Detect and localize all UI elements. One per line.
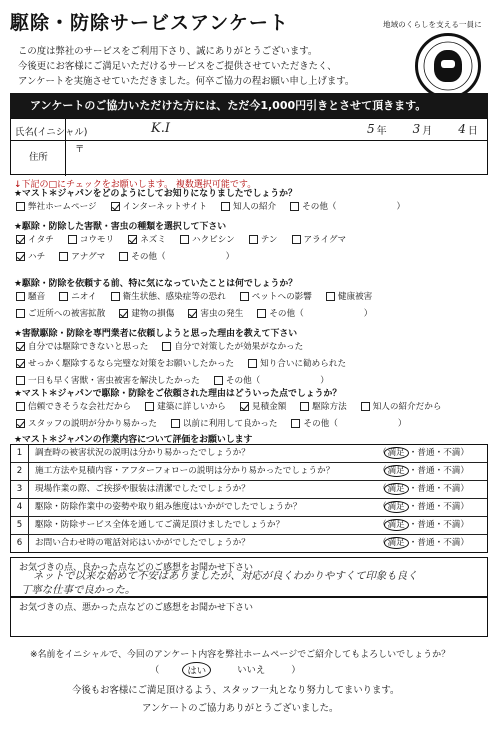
yes-option[interactable]: はい (182, 662, 211, 678)
checkbox-option[interactable] (16, 400, 131, 412)
question-heading: ★駆除・防除した害獣・害虫の種類を選択して下さい (14, 222, 227, 232)
checkbox-icon[interactable] (68, 235, 77, 244)
option-label: せっかく駆除するなら完璧な対策をお願いしたかった (28, 359, 235, 369)
checkbox-icon[interactable] (59, 292, 68, 301)
month-value: 3 (412, 122, 421, 136)
evaluation-row (11, 499, 487, 517)
rating-dissatisfied[interactable]: 不満 (443, 484, 461, 494)
checkbox-icon[interactable] (16, 309, 25, 318)
checked-box-icon[interactable] (16, 342, 25, 351)
question-heading: ★駆除・防除を依頼する前、特に気になっていたことは何でしょうか？ (14, 279, 298, 289)
checkbox-icon[interactable] (16, 376, 25, 385)
checkbox-icon[interactable] (291, 419, 300, 428)
postal-mark[interactable]: 〒 (75, 144, 85, 155)
checkbox-icon[interactable] (16, 402, 25, 411)
good-comments-label: お気づきの点、良かった点などのご感想をお聞かせ下さい (19, 563, 254, 573)
row-number: 1 (11, 445, 29, 462)
evaluation-row (11, 517, 487, 535)
checkbox-option[interactable] (16, 250, 45, 262)
month-unit: 月 (422, 126, 433, 137)
rating-satisfied[interactable]: 満足 (384, 483, 409, 495)
rating-neutral[interactable]: 普通 (417, 520, 435, 530)
option-row (16, 200, 419, 212)
row-number: 5 (11, 517, 29, 534)
option-label: インターネットサイト (122, 202, 208, 212)
rating-dissatisfied[interactable]: 不満 (443, 466, 461, 476)
customer-form (10, 118, 488, 175)
rating-dissatisfied[interactable]: 不満 (443, 448, 461, 458)
rating-scale: （満足 ・普通・不満） (377, 538, 469, 548)
day-unit: 日 (467, 126, 478, 137)
option-label: 害虫の発生 (200, 309, 244, 319)
question-heading: ★害獣駆除・防除を専門業者に依頼しようと思った理由を教えて下さい (14, 329, 298, 339)
checkbox-option[interactable] (162, 340, 303, 352)
checkbox-option[interactable] (214, 374, 329, 386)
check-instruction: ↓下記の□にチェックをお願いします。 複数選択可能です。 (14, 180, 257, 190)
evaluation-row (11, 463, 487, 481)
option-label: スタッフの説明が分かり易かった (28, 419, 157, 429)
rating-neutral[interactable]: 普通 (417, 502, 435, 512)
rating-scale: （満足 ・普通・不満） (377, 448, 469, 458)
checkbox-icon[interactable] (361, 402, 370, 411)
option-row (16, 250, 248, 262)
rating-neutral[interactable]: 普通 (417, 538, 435, 548)
checkbox-option[interactable] (180, 233, 235, 245)
checkbox-option[interactable] (119, 250, 234, 262)
option-row (16, 233, 360, 245)
option-label: 健康被害 (337, 292, 373, 302)
intro-line: アンケートを実施させていただきました。何卒ご協力の程お願い申し上げます。 (18, 76, 355, 87)
other-close-paren: ） (363, 309, 373, 319)
option-label: 自分で対策したが効果がなかった (174, 342, 304, 352)
bad-comments-box (10, 597, 488, 637)
checkbox-option[interactable] (16, 233, 54, 245)
good-comments-box (10, 557, 488, 597)
option-label: アライグマ (303, 235, 347, 245)
rating-dissatisfied[interactable]: 不満 (443, 538, 461, 548)
other-close-paren: ） (396, 202, 406, 212)
good-comments-line-2[interactable]: 丁寧な仕事で良かった。 (21, 584, 136, 596)
evaluation-question: 調査時の被害状況の説明は分かり易かったでしょうか？ (35, 448, 250, 458)
checkbox-option[interactable] (300, 400, 346, 412)
checkbox-option[interactable] (16, 200, 97, 212)
other-close-paren: ） (225, 252, 235, 262)
option-label: 知人の紹介だから (372, 402, 442, 412)
intro-line: 今後更にお客様にご満足いただけるサービスをご提供させていただきたく、 (18, 61, 337, 72)
checkbox-icon[interactable] (249, 235, 258, 244)
option-label: 衛生状態、感染症等の恐れ (122, 292, 226, 302)
row-number: 6 (11, 535, 29, 552)
evaluation-question: 駆除・防除サービス全体を通してご満足頂けましたでしょうか？ (35, 520, 285, 530)
era-year-value: 5 (367, 122, 375, 136)
rating-scale: （満足 ・普通・不満） (377, 484, 469, 494)
checked-box-icon[interactable] (16, 252, 25, 261)
bad-comments-label: お気づきの点、悪かった点などのご感想をお聞かせ下さい (19, 603, 254, 613)
checked-box-icon[interactable] (16, 419, 25, 428)
option-row (16, 374, 343, 386)
evaluation-table (10, 444, 488, 553)
rating-scale: （満足 ・普通・不満） (377, 520, 469, 530)
option-label: ペットへの影響 (251, 292, 312, 302)
option-label: ハクビシン (191, 235, 235, 245)
option-label: ニオイ (71, 292, 97, 302)
publish-answer (150, 662, 301, 678)
option-label: 一日も早く害獣・害虫被害を解決したかった (28, 376, 200, 386)
option-label: 自分では駆除できないと思った (28, 342, 149, 352)
evaluation-question: 駆除・防除作業中の姿勢や取り組み態度はいかがでしたでしょうか？ (35, 502, 302, 512)
other-close-paren: ） (397, 419, 407, 429)
rating-satisfied[interactable]: 満足 (384, 501, 409, 513)
good-comments-line-1[interactable]: ネットで以来な始めて不安はありましたが、対応が良くわかりやすくて印象も良く (33, 570, 418, 582)
checkbox-icon[interactable] (162, 342, 171, 351)
option-row (16, 417, 420, 429)
rating-satisfied[interactable]: 満足 (384, 447, 409, 459)
checked-box-icon[interactable] (128, 235, 137, 244)
address-label: 住所 (29, 152, 48, 163)
option-row (16, 400, 455, 412)
checkbox-option[interactable] (59, 290, 96, 302)
other-close-paren: ） (320, 376, 329, 386)
checkbox-icon[interactable] (180, 235, 189, 244)
option-label: 知人の紹介 (233, 202, 277, 212)
checkbox-option[interactable] (171, 417, 278, 429)
option-label: 信頼できそうな会社だから (28, 402, 132, 412)
option-row (16, 290, 386, 302)
evaluation-heading: ★マスト＊ジャパンの作業内容について評価をお願いします (14, 435, 253, 445)
option-label: その他（ (269, 309, 304, 319)
checkbox-option[interactable] (128, 233, 166, 245)
checkbox-icon[interactable] (300, 402, 309, 411)
checkbox-option[interactable] (145, 400, 226, 412)
no-option[interactable]: いいえ (237, 665, 266, 676)
rating-neutral[interactable]: 普通 (417, 466, 435, 476)
checkbox-icon[interactable] (111, 292, 120, 301)
option-label: ネズミ (140, 235, 166, 245)
checkbox-option[interactable] (188, 307, 243, 319)
name-value[interactable]: K.I (151, 121, 170, 136)
checkbox-option[interactable] (361, 400, 442, 412)
option-label: 見積金額 (251, 402, 287, 412)
rating-satisfied[interactable]: 満足 (384, 465, 409, 477)
checked-box-icon[interactable] (188, 309, 197, 318)
survey-title: 駆除・防除サービスアンケート (10, 12, 289, 34)
checkbox-option[interactable] (119, 307, 174, 319)
checkbox-icon[interactable] (16, 292, 25, 301)
intro-line: この度は弊社のサービスをご利用下さり、誠にありがとうございます。 (18, 46, 318, 57)
checked-box-icon[interactable] (16, 359, 25, 368)
checkbox-option[interactable] (257, 307, 372, 319)
option-label: ご近所への被害拡散 (28, 309, 106, 319)
intro-text (18, 44, 354, 89)
checkbox-icon[interactable] (292, 235, 301, 244)
checkbox-option[interactable] (59, 250, 105, 262)
rating-satisfied[interactable]: 満足 (384, 519, 409, 531)
checkbox-option[interactable] (16, 374, 200, 386)
rating-scale: （満足 ・普通・不満） (377, 466, 469, 476)
checkbox-icon[interactable] (145, 402, 154, 411)
option-label: 以前に利用して良かった (182, 419, 278, 429)
checkbox-icon[interactable] (221, 202, 230, 211)
checkbox-option[interactable] (68, 233, 114, 245)
row-number: 4 (11, 499, 29, 516)
checkbox-icon[interactable] (171, 419, 180, 428)
closing-line-2: アンケートのご協力ありがとうございました。 (142, 703, 339, 714)
evaluation-row (11, 481, 487, 499)
checkbox-option[interactable] (16, 417, 157, 429)
question-heading: ★マスト＊ジャパンで駆除・防除をご依頼された理由はどういった点でしょうか？ (14, 389, 342, 399)
name-label: 氏名(イニシャル) (15, 127, 88, 138)
checkbox-option[interactable] (16, 357, 234, 369)
evaluation-row (11, 445, 487, 463)
option-label: テン (260, 235, 278, 245)
checkbox-option[interactable] (292, 233, 347, 245)
checkbox-option[interactable] (16, 340, 148, 352)
rating-satisfied[interactable]: 満足 (384, 537, 409, 549)
checked-box-icon[interactable] (119, 309, 128, 318)
rating-scale: （満足 ・普通・不満） (377, 502, 469, 512)
checkbox-icon[interactable] (326, 292, 335, 301)
checkbox-option[interactable] (290, 200, 405, 212)
checkbox-icon[interactable] (59, 252, 68, 261)
checkbox-option[interactable] (240, 400, 286, 412)
rating-neutral[interactable]: 普通 (417, 448, 435, 458)
checkbox-option[interactable] (16, 290, 45, 302)
evaluation-row (11, 535, 487, 553)
rating-neutral[interactable]: 普通 (417, 484, 435, 494)
rating-dissatisfied[interactable]: 不満 (443, 502, 461, 512)
logo-mark-icon (434, 50, 462, 82)
year-unit: 年 (376, 126, 387, 137)
checkbox-option[interactable] (240, 290, 312, 302)
option-label: 建築に詳しいから (157, 402, 226, 412)
checked-box-icon[interactable] (240, 402, 249, 411)
closing-line-1: 今後もお客様にご満足頂けるよう、スタッフ一丸となり努力してまいります。 (72, 685, 400, 696)
date-field[interactable] (367, 122, 478, 137)
option-label: 知り合いに勧められた (260, 359, 347, 369)
option-label: 建物の損傷 (131, 309, 175, 319)
option-label: コウモリ (79, 235, 115, 245)
checked-box-icon[interactable] (16, 235, 25, 244)
checkbox-option[interactable] (111, 200, 208, 212)
checkbox-option[interactable] (291, 417, 406, 429)
evaluation-question: 施工方法や見積内容・アフターフォローの説明は分かり易かったでしょうか？ (35, 466, 335, 476)
option-label: その他（ (302, 202, 337, 212)
checkbox-icon[interactable] (119, 252, 128, 261)
option-label: その他（ (303, 419, 338, 429)
row-number: 2 (11, 463, 29, 480)
checkbox-option[interactable] (326, 290, 372, 302)
option-row (16, 340, 317, 352)
option-label: ハチ (28, 252, 46, 262)
company-logo (415, 33, 481, 99)
checked-box-icon[interactable] (111, 202, 120, 211)
option-label: 駆除方法 (312, 402, 347, 412)
checkbox-option[interactable] (221, 200, 276, 212)
discount-banner: アンケートのご協力いただけた方には、ただ今1,000円引きとさせて頂きます。 (10, 93, 488, 118)
checkbox-option[interactable] (111, 290, 226, 302)
paren-open: （ (150, 665, 160, 676)
checkbox-icon[interactable] (248, 359, 257, 368)
row-number: 3 (11, 481, 29, 498)
question-heading: ★マスト＊ジャパンをどのようにしてお知りになりましたでしょうか？ (14, 189, 297, 199)
checkbox-icon[interactable] (240, 292, 249, 301)
option-row (16, 307, 386, 319)
option-label: 弊社ホームページ (28, 202, 97, 212)
evaluation-question: 現場作業の際、ご挨拶や服装は清潔でしたでしょうか？ (35, 484, 250, 494)
checkbox-option[interactable] (16, 307, 105, 319)
option-label: その他（ (225, 376, 261, 386)
checkbox-option[interactable] (248, 357, 346, 369)
company-tagline: 地域のくらしを支える一員に (383, 20, 482, 29)
evaluation-question: お問い合わせ時の電話対応はいかがでしたでしょうか？ (35, 538, 250, 548)
checkbox-icon[interactable] (290, 202, 299, 211)
option-label: イタチ (28, 235, 54, 245)
checkbox-icon[interactable] (16, 202, 25, 211)
option-row (16, 357, 360, 369)
option-label: アナグマ (71, 252, 106, 262)
checkbox-icon[interactable] (257, 309, 266, 318)
checkbox-option[interactable] (249, 233, 278, 245)
option-label: 騒音 (28, 292, 46, 302)
option-label: その他（ (131, 252, 166, 262)
day-value: 4 (458, 122, 466, 136)
rating-dissatisfied[interactable]: 不満 (443, 520, 461, 530)
paren-close: ） (291, 665, 301, 676)
publish-question: ※名前をイニシャルで、今回のアンケート内容を弊社ホームページでご紹介してもよろしいでしょうか？ (30, 650, 451, 660)
checkbox-icon[interactable] (214, 376, 223, 385)
